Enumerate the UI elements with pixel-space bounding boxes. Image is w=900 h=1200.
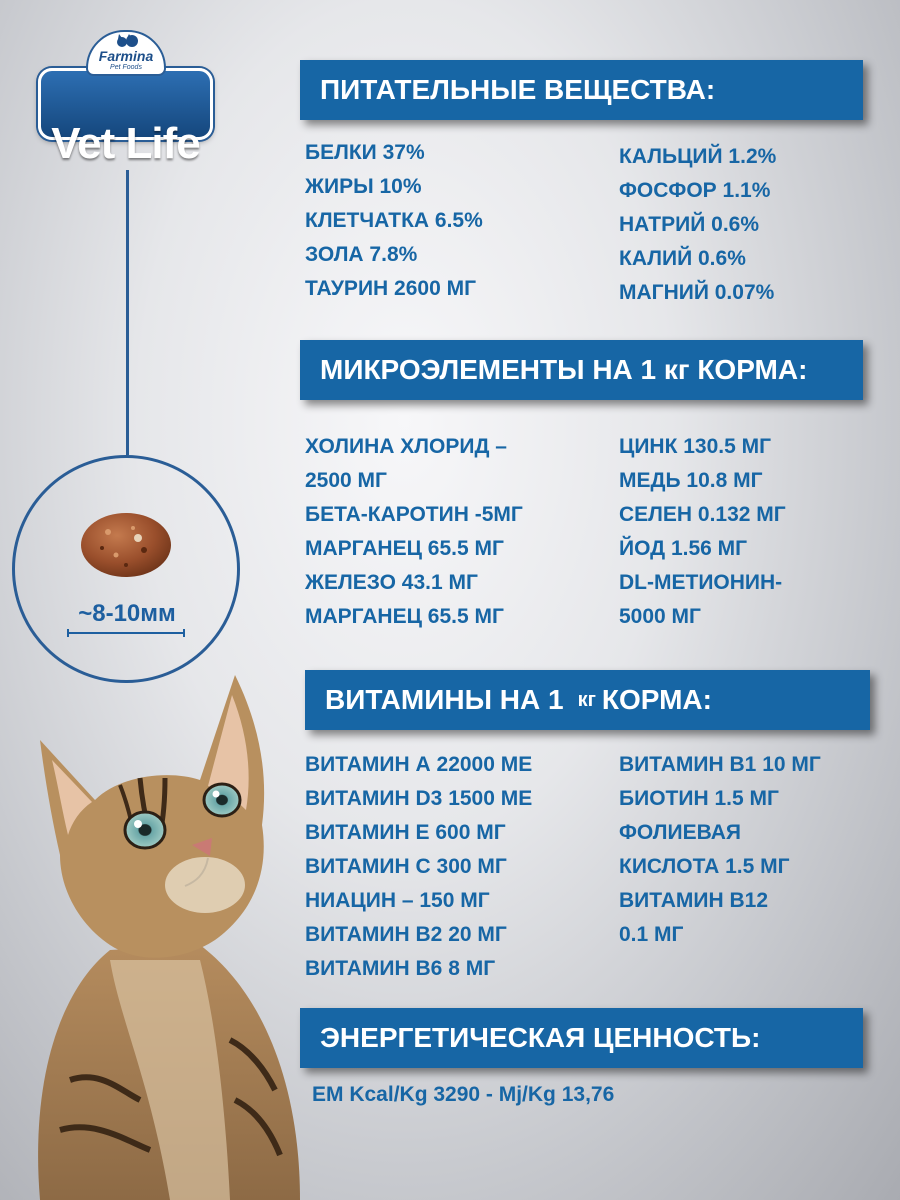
microelements-left-list	[305, 430, 523, 634]
list-item: КАЛИЙ 0.6%	[619, 247, 746, 270]
list-item: ФОЛИЕВАЯ	[619, 821, 741, 844]
nutrients-right-list	[619, 140, 776, 310]
list-item: МЕДЬ 10.8 МГ	[619, 469, 763, 492]
logo-sub: Pet Foods	[110, 64, 142, 71]
vitamins-title-part1: ВИТАМИНЫ НА 1	[325, 684, 564, 715]
microelements-header: МИКРОЭЛЕМЕНТЫ НА 1 кг КОРМА:	[300, 340, 863, 400]
microelements-right-list	[619, 430, 786, 634]
list-item: ВИТАМИН В6 8 МГ	[305, 957, 496, 980]
vet-life-logo	[38, 30, 213, 168]
list-item: ЖИРЫ 10%	[305, 175, 422, 198]
nutrients-header: ПИТАТЕЛЬНЫЕ ВЕЩЕСТВА:	[300, 60, 863, 120]
list-item: ЖЕЛЕЗО 43.1 МГ	[305, 571, 478, 594]
list-item: ВИТАМИН Е 600 МГ	[305, 821, 506, 844]
vitamins-left-list	[305, 748, 532, 986]
cat-image	[0, 660, 300, 1200]
kibble-image	[78, 510, 174, 580]
list-item: БЕТА-КАРОТИН -5МГ	[305, 503, 523, 526]
energy-header: ЭНЕРГЕТИЧЕСКАЯ ЦЕННОСТЬ:	[300, 1008, 863, 1068]
list-item: 5000 МГ	[619, 605, 701, 628]
vitamins-title-unit: кг	[577, 688, 596, 711]
list-item: ВИТАМИН В2 20 МГ	[305, 923, 507, 946]
list-item: КАЛЬЦИЙ 1.2%	[619, 145, 777, 168]
nutrients-left-list	[305, 136, 483, 306]
list-item: ВИТАМИН А 22000 МЕ	[305, 753, 533, 776]
list-item: БИОТИН 1.5 МГ	[619, 787, 779, 810]
list-item: DL-МЕТИОНИН-	[619, 571, 783, 594]
connector-line	[126, 170, 129, 455]
list-item: ЗОЛА 7.8%	[305, 243, 418, 266]
list-item: ВИТАМИН В12	[619, 889, 769, 912]
list-item: НАТРИЙ 0.6%	[619, 213, 760, 236]
vitamins-right-list	[619, 748, 821, 952]
logo-badge	[38, 68, 213, 168]
list-item: НИАЦИН – 150 МГ	[305, 889, 490, 912]
list-item: СЕЛЕН 0.132 МГ	[619, 503, 786, 526]
list-item: МАРГАНЕЦ 65.5 МГ	[305, 537, 504, 560]
list-item: КИСЛОТА 1.5 МГ	[619, 855, 790, 878]
list-item: 0.1 МГ	[619, 923, 684, 946]
list-item: ХОЛИНА ХЛОРИД –	[305, 435, 507, 458]
list-item: ФОСФОР 1.1%	[619, 179, 771, 202]
pets-icon	[114, 34, 140, 48]
vitamins-title-part2: КОРМА:	[601, 684, 712, 715]
logo-name: Vet Life	[51, 119, 200, 168]
kibble-size-label: ~8-10мм	[78, 600, 176, 627]
logo-brand: Farmina	[98, 48, 154, 64]
list-item: ВИТАМИН С 300 МГ	[305, 855, 507, 878]
size-ruler-icon	[67, 629, 185, 637]
list-item: МАГНИЙ 0.07%	[619, 281, 775, 304]
energy-value: ЕМ Kcal/Kg 3290 - Mj/Kg 13,76	[312, 1083, 615, 1106]
list-item: ЦИНК 130.5 МГ	[619, 435, 772, 458]
list-item: ВИТАМИН В1 10 МГ	[619, 753, 821, 776]
list-item: ТАУРИН 2600 МГ	[305, 277, 476, 300]
list-item: МАРГАНЕЦ 65.5 МГ	[305, 605, 504, 628]
logo-brand-cap	[86, 30, 166, 76]
list-item: БЕЛКИ 37%	[305, 141, 425, 164]
list-item: ВИТАМИН D3 1500 МЕ	[305, 787, 533, 810]
list-item: КЛЕТЧАТКА 6.5%	[305, 209, 483, 232]
list-item: ЙОД 1.56 МГ	[619, 537, 748, 560]
vitamins-header	[305, 670, 870, 730]
list-item: 2500 МГ	[305, 469, 387, 492]
